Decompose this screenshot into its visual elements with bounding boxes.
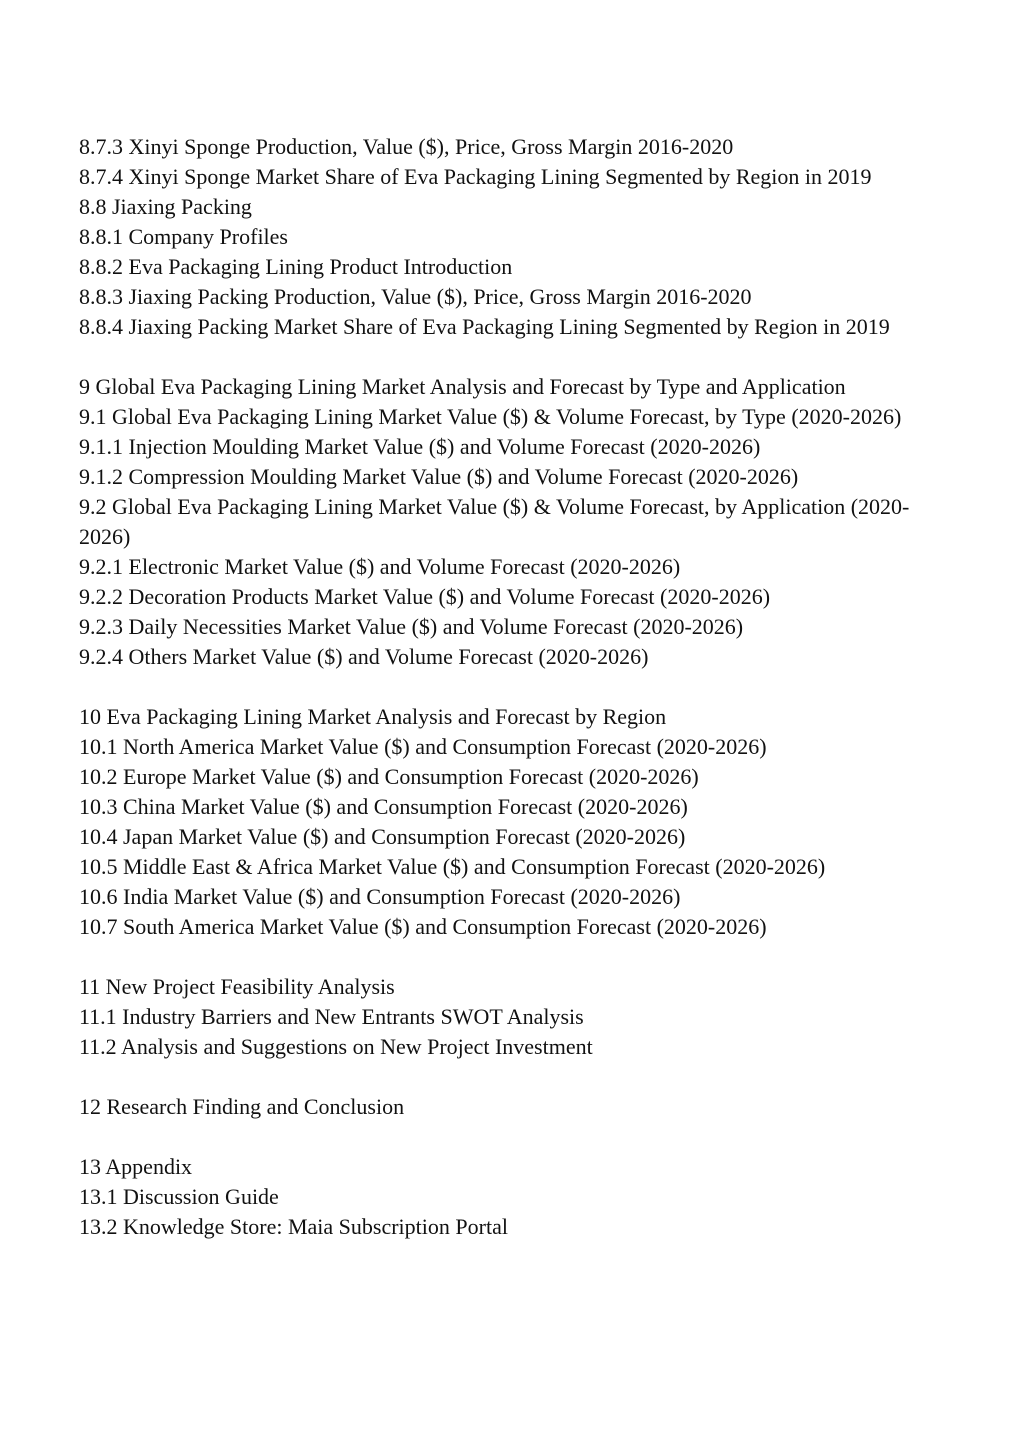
toc-line-9-1: 9.1 Global Eva Packaging Lining Market Value ($) & Volume Forecast, by Type (2020-2026) (79, 404, 902, 429)
toc-line-10-1: 10.1 North America Market Value ($) and Consumption Forecast (2020-2026) (79, 734, 767, 759)
toc-line-10-6: 10.6 India Market Value ($) and Consumption Forecast (2020-2026) (79, 884, 681, 909)
toc-line-10-4: 10.4 Japan Market Value ($) and Consumption Forecast (2020-2026) (79, 824, 686, 849)
toc-section-13 (79, 1152, 959, 1242)
toc-line-8-7-3: 8.7.3 Xinyi Sponge Production, Value ($), Price, Gross Margin 2016-2020 (79, 134, 734, 159)
toc-line-10-7: 10.7 South America Market Value ($) and Consumption Forecast (2020-2026) (79, 914, 767, 939)
toc-line-13-1: 13.1 Discussion Guide (79, 1184, 279, 1209)
toc-line-10-3: 10.3 China Market Value ($) and Consumption Forecast (2020-2026) (79, 794, 688, 819)
toc-section-11 (79, 972, 959, 1062)
toc-line-9-2-1: 9.2.1 Electronic Market Value ($) and Volume Forecast (2020-2026) (79, 554, 681, 579)
toc-line-9-2-2: 9.2.2 Decoration Products Market Value ($) and Volume Forecast (2020-2026) (79, 584, 771, 609)
toc-line-9-2-4: 9.2.4 Others Market Value ($) and Volume Forecast (2020-2026) (79, 644, 649, 669)
toc-section-8 (79, 132, 959, 342)
document-page (79, 132, 959, 1242)
toc-line-9-1-1: 9.1.1 Injection Moulding Market Value ($) and Volume Forecast (2020-2026) (79, 434, 761, 459)
toc-line-8-8-4: 8.8.4 Jiaxing Packing Market Share of Eva Packaging Lining Segmented by Region in 2019 (79, 314, 890, 339)
toc-line-9-1-2: 9.1.2 Compression Moulding Market Value ($) and Volume Forecast (2020-2026) (79, 464, 799, 489)
toc-line-10-2: 10.2 Europe Market Value ($) and Consumption Forecast (2020-2026) (79, 764, 699, 789)
toc-heading-10: 10 Eva Packaging Lining Market Analysis and Forecast by Region (79, 704, 667, 729)
toc-heading-12: 12 Research Finding and Conclusion (79, 1094, 405, 1119)
toc-line-11-2: 11.2 Analysis and Suggestions on New Project Investment (79, 1034, 593, 1059)
toc-line-9-2: 9.2 Global Eva Packaging Lining Market Value ($) & Volume Forecast, by Application (2020-2026) (79, 494, 910, 549)
toc-section-9 (79, 372, 959, 672)
toc-line-11-1: 11.1 Industry Barriers and New Entrants SWOT Analysis (79, 1004, 584, 1029)
toc-line-8-8-1: 8.8.1 Company Profiles (79, 224, 288, 249)
toc-heading-9: 9 Global Eva Packaging Lining Market Analysis and Forecast by Type and Application (79, 374, 846, 399)
toc-line-9-2-3: 9.2.3 Daily Necessities Market Value ($) and Volume Forecast (2020-2026) (79, 614, 744, 639)
toc-line-10-5: 10.5 Middle East & Africa Market Value ($) and Consumption Forecast (2020-2026) (79, 854, 826, 879)
toc-section-10 (79, 702, 959, 942)
toc-heading-13: 13 Appendix (79, 1154, 193, 1179)
toc-heading-11: 11 New Project Feasibility Analysis (79, 974, 395, 999)
toc-line-8-7-4: 8.7.4 Xinyi Sponge Market Share of Eva Packaging Lining Segmented by Region in 2019 (79, 164, 872, 189)
toc-line-8-8-3: 8.8.3 Jiaxing Packing Production, Value ($), Price, Gross Margin 2016-2020 (79, 284, 752, 309)
toc-section-12 (79, 1092, 959, 1122)
toc-line-8-8-2: 8.8.2 Eva Packaging Lining Product Introduction (79, 254, 513, 279)
toc-line-8-8: 8.8 Jiaxing Packing (79, 194, 252, 219)
toc-line-13-2: 13.2 Knowledge Store: Maia Subscription Portal (79, 1214, 508, 1239)
